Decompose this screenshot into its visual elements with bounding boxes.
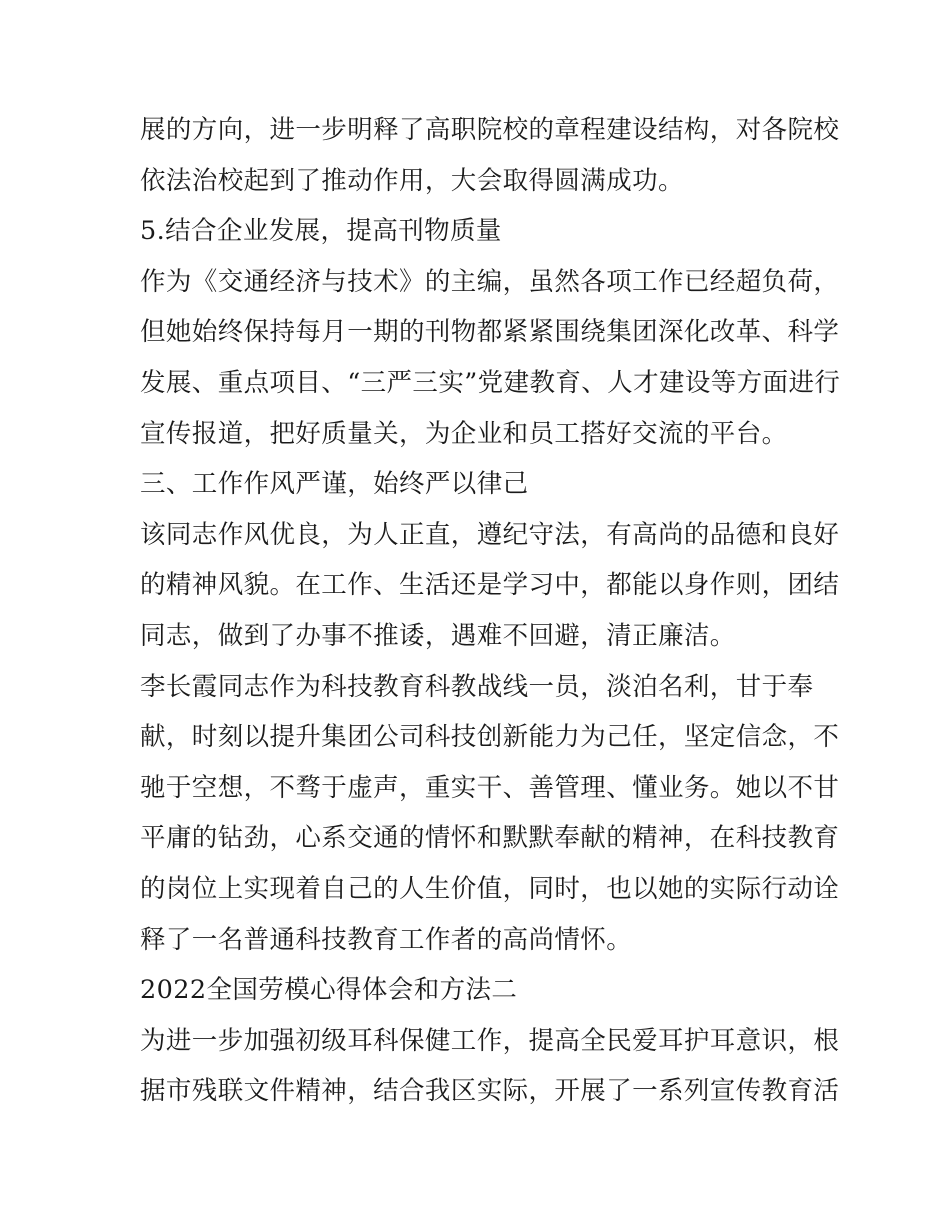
section-heading: 三、工作作风严谨，始终严以律己 xyxy=(140,469,529,500)
text-line: 作为《交通经济与技术》的主编，虽然各项工作已经超负荷， xyxy=(140,266,840,297)
text-line: 释了一名普通科技教育工作者的高尚情怀。 xyxy=(140,924,633,955)
document-body xyxy=(140,105,841,1117)
text-line: 该同志作风优良，为人正直，遵纪守法，有高尚的品德和良好 xyxy=(140,519,840,550)
section-heading: 2022全国劳模心得体会和方法二 xyxy=(140,975,518,1006)
text-line: 但她始终保持每月一期的刊物都紧紧围绕集团深化改革、科学 xyxy=(140,317,840,348)
text-line: 宣传报道，把好质量关，为企业和员工搭好交流的平台。 xyxy=(140,418,788,449)
text-line: 平庸的钻劲，心系交通的情怀和默默奉献的精神，在科技教育 xyxy=(140,823,840,854)
text-line: 为进一步加强初级耳科保健工作，提高全民爱耳护耳意识，根 xyxy=(140,1025,840,1056)
text-line: 的精神风貌。在工作、生活还是学习中，都能以身作则，团结 xyxy=(140,570,840,601)
text-line: 展的方向，进一步明释了高职院校的章程建设结构，对各院校 xyxy=(140,115,840,145)
text-line: 驰于空想，不骛于虚声，重实干、善管理、懂业务。她以不甘 xyxy=(140,772,840,803)
text-line: 同志，做到了办事不推诿，遇难不回避，清正廉洁。 xyxy=(140,620,736,651)
text-line: 发展、重点项目、“三严三实”党建教育、人才建设等方面进行 xyxy=(140,367,841,398)
text-line: 献，时刻以提升集团公司科技创新能力为己任，坚定信念，不 xyxy=(140,722,840,753)
text-line: 的岗位上实现着自己的人生价值，同时，也以她的实际行动诠 xyxy=(140,873,840,904)
section-heading: 5.结合企业发展，提高刊物质量 xyxy=(140,216,502,247)
text-line: 李长霞同志作为科技教育科教战线一员，淡泊名利，甘于奉 xyxy=(140,671,814,702)
text-line: 依法治校起到了推动作用，大会取得圆满成功。 xyxy=(140,165,684,196)
text-line: 据市残联文件精神，结合我区实际，开展了一系列宣传教育活 xyxy=(140,1076,840,1107)
